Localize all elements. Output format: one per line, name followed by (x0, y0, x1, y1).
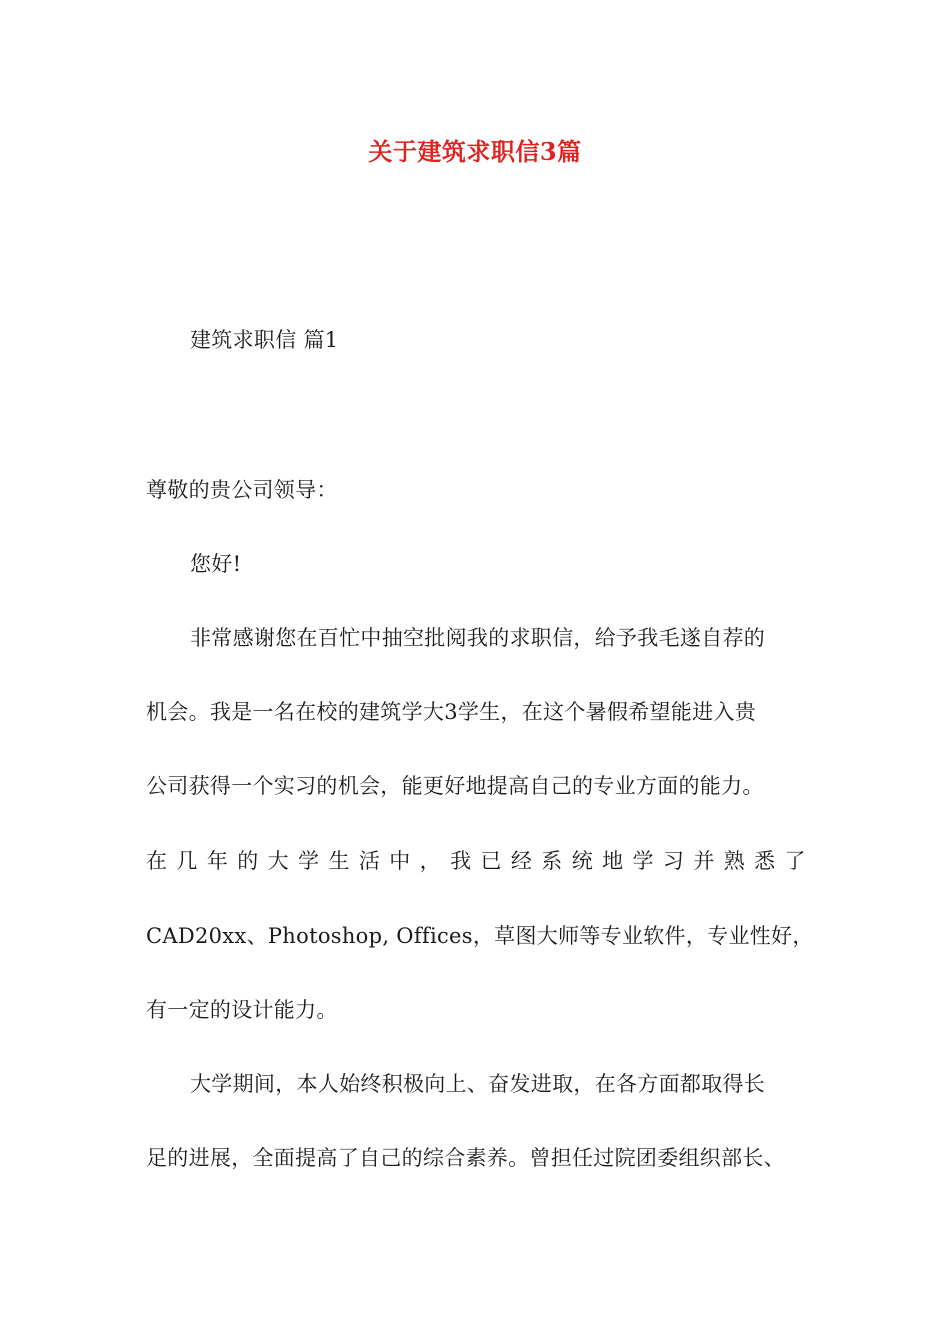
justified-char: 生 (328, 849, 350, 873)
justified-char: 中 (389, 849, 411, 873)
paragraph1-line4 (146, 846, 806, 876)
paragraph1-line3: 公司获得一个实习的机会，能更好地提高自己的专业方面的能力。 (146, 774, 764, 798)
paragraph1-line1: 非常感谢您在百忙中抽空批阅我的求职信，给予我毛遂自荐的 (190, 626, 766, 650)
justified-char: 已 (480, 849, 502, 873)
justified-char: 活 (358, 849, 381, 873)
salutation: 尊敬的贵公司领导： (146, 478, 338, 502)
justified-char: 年 (206, 849, 229, 873)
justified-char: 我 (450, 849, 472, 873)
justified-char: 习 (662, 849, 685, 873)
justified-char: ， (419, 849, 441, 873)
justified-char: 大 (267, 849, 289, 873)
paragraph1-line5: CAD20xx、Photoshop, Offices，草图大师等专业软件，专业性好， (146, 924, 814, 948)
paragraph2-line1: 大学期间，本人始终积极向上、奋发进取，在各方面都取得长 (190, 1072, 766, 1096)
justified-char: 系 (541, 849, 563, 873)
justified-char: 的 (237, 849, 259, 873)
justified-char: 几 (176, 849, 198, 873)
justified-char: 并 (693, 849, 715, 873)
justified-char: 熟 (723, 849, 746, 873)
justified-char: 在 (146, 849, 168, 873)
justified-char: 悉 (754, 849, 776, 873)
justified-char: 学 (298, 849, 320, 873)
justified-char: 统 (571, 849, 593, 873)
justified-char: 了 (784, 849, 806, 873)
document-title: 关于建筑求职信3篇 (368, 137, 582, 166)
justified-char: 地 (602, 849, 624, 873)
greeting: 您好! (190, 552, 242, 576)
section-heading: 建筑求职信 篇1 (190, 328, 339, 352)
justified-char: 学 (632, 849, 654, 873)
paragraph2-line2: 足的进展，全面提高了自己的综合素养。曾担任过院团委组织部长、 (146, 1146, 785, 1170)
paragraph1-line2: 机会。我是一名在校的建筑学大3学生，在这个暑假希望能进入贵 (146, 700, 757, 724)
justified-char: 经 (510, 849, 533, 873)
paragraph1-line6: 有一定的设计能力。 (146, 998, 338, 1022)
